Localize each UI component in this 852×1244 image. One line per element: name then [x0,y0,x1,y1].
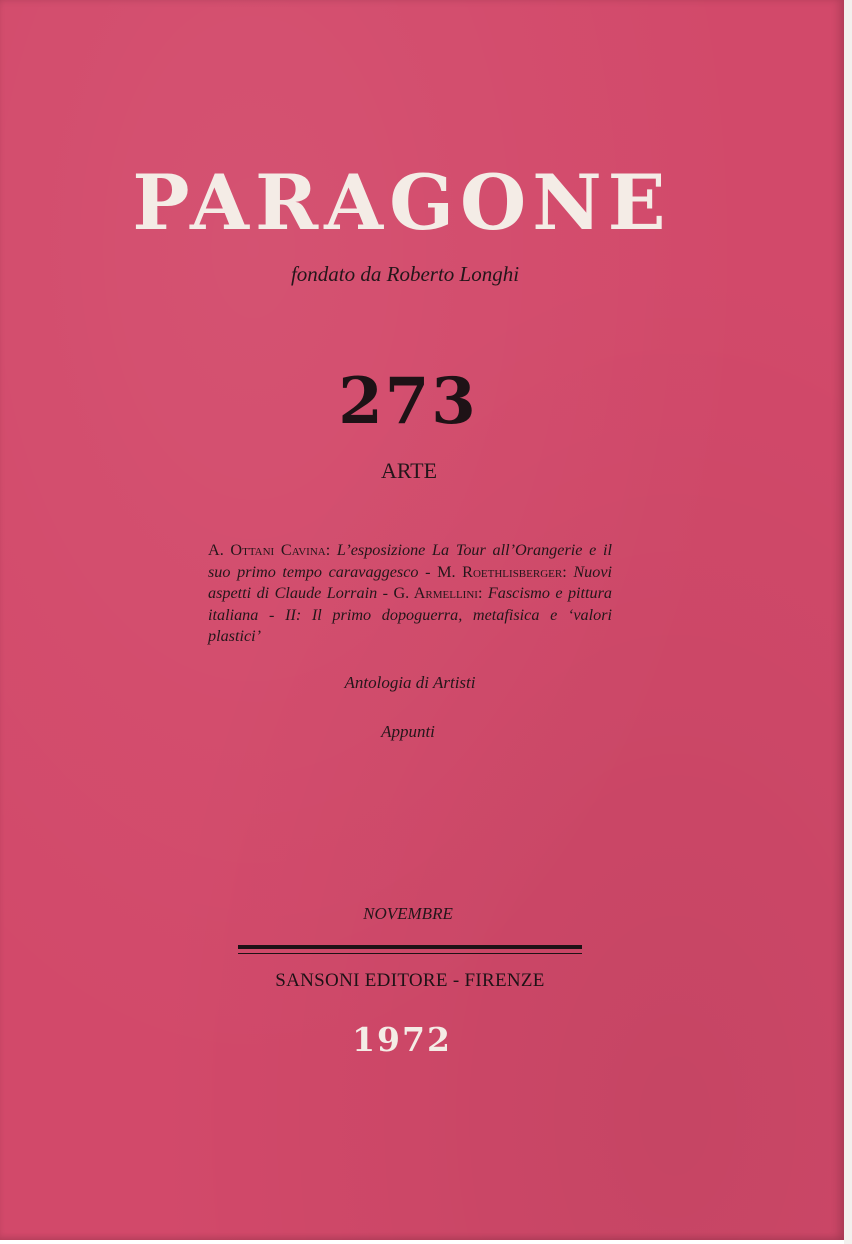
issue-year: 1972 [352,1020,452,1059]
publisher-line: SANSONI EDITORE - FIRENZE [275,970,545,991]
notes-section: Appunti [381,722,435,741]
contents-author-1: A. Ottani Cavina: [208,541,331,559]
contents-separator-1: - [425,562,431,581]
divider-thin [238,953,582,954]
contents-separator-2: - [382,584,388,602]
page-edge [844,0,852,1244]
founder-subtitle: fondato da Roberto Longhi [290,262,520,286]
contents-author-3: G. Armellini: [393,584,483,602]
contents-author-2: M. Roethlisberger: [437,562,567,581]
issue-month: NOVEMBRE [363,904,453,923]
section-label: ARTE [380,458,438,483]
issue-number: 273 [338,364,478,439]
table-of-contents [208,540,612,648]
contents-essay-3: Fascismo e pittura italiana - II: Il primo dopoguerra, metafisica e ‘valori plastici’ [208,584,613,645]
divider-thick [238,945,582,949]
magazine-title: PARAGONE [132,158,672,247]
contents-essay-1: L’esposizione La Tour all’Orangerie e il suo primo tempo caravaggesco [208,541,612,581]
contents-essay-2: Nuovi aspetti di Claude Lorrain [208,562,612,602]
anthology-section: Antologia di Artisti [344,673,476,692]
